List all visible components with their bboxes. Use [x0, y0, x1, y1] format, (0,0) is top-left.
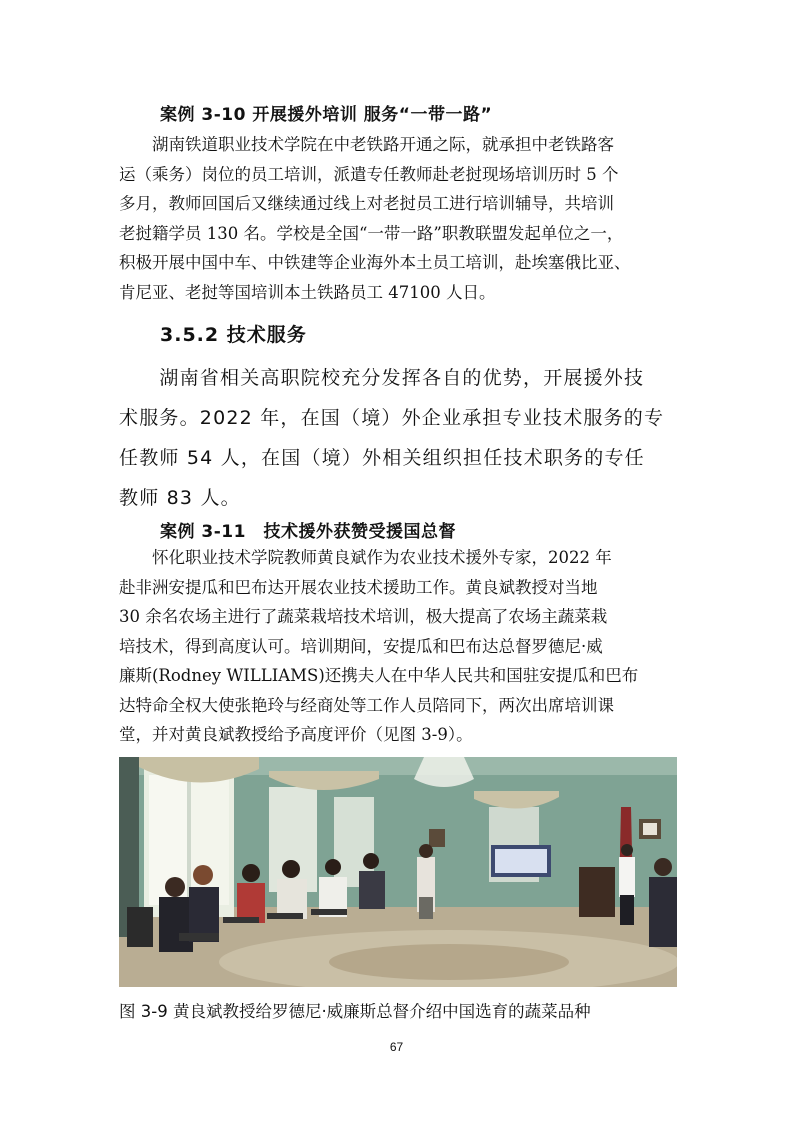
section-body	[119, 358, 679, 518]
case-3-11-line: 赴非洲安提瓜和巴布达开展农业技术援助工作。黄良斌教授对当地	[119, 577, 598, 597]
case-3-10-body	[119, 130, 679, 307]
case-3-10-line: 积极开展中国中车、中铁建等企业海外本土员工培训，赴埃塞俄比亚、	[119, 253, 631, 272]
case-3-10-line: 运（乘务）岗位的员工培训，派遣专任教师赴老挝现场培训历时 5 个	[119, 164, 619, 184]
case-3-11-line: 廉斯(Rodney WILLIAMS)还携夫人在中华人民共和国驻安提瓜和巴布	[119, 666, 639, 685]
case-3-10-line: 湖南铁道职业技术学院在中老铁路开通之际，就承担中老铁路客	[119, 135, 614, 154]
case-3-10-title: 案例 3-10 开展援外培训 服务“一带一路”	[160, 105, 493, 125]
case-3-10-line: 老挝籍学员 130 名。学校是全国“一带一路”职教联盟发起单位之一，	[119, 223, 624, 243]
case-3-11-line: 30 余名农场主进行了蔬菜栽培技术培训，极大提高了农场主蔬菜栽	[119, 607, 608, 626]
section-line: 湖南省相关高职院校充分发挥各自的优势，开展援外技	[119, 367, 645, 389]
figure-caption: 图 3-9 黄良斌教授给罗德尼·威廉斯总督介绍中国选育的蔬菜品种	[119, 1002, 591, 1021]
section-line: 教师 83 人。	[119, 487, 241, 509]
case-3-11-body	[119, 543, 679, 750]
section-title: 3.5.2 技术服务	[160, 324, 307, 346]
case-3-11-line: 堂，并对黄良斌教授给予高度评价（见图 3-9）。	[119, 725, 473, 744]
training-photo	[119, 757, 677, 987]
page-number: 67	[389, 1040, 404, 1054]
section-line: 术服务。2022 年，在国（境）外企业承担专业技术服务的专	[119, 407, 665, 429]
case-3-11-line: 达特命全权大使张艳玲与经商处等工作人员陪同下，两次出席培训课	[119, 695, 614, 715]
case-3-11-line: 怀化职业技术学院教师黄良斌作为农业技术援外专家，2022 年	[119, 548, 612, 567]
section-line: 任教师 54 人，在国（境）外相关组织担任技术职务的专任	[119, 447, 645, 469]
case-3-11-line: 培技术，得到高度认可。培训期间，安提瓜和巴布达总督罗德尼·威	[119, 636, 603, 656]
case-3-10-line: 肯尼亚、老挝等国培训本土铁路员工 47100 人日。	[119, 282, 496, 302]
case-3-10-line: 多月，教师回国后又继续通过线上对老挝员工进行培训辅导，共培训	[119, 194, 614, 213]
case-3-11-title: 案例 3-11 技术援外获赞受援国总督	[160, 522, 456, 542]
